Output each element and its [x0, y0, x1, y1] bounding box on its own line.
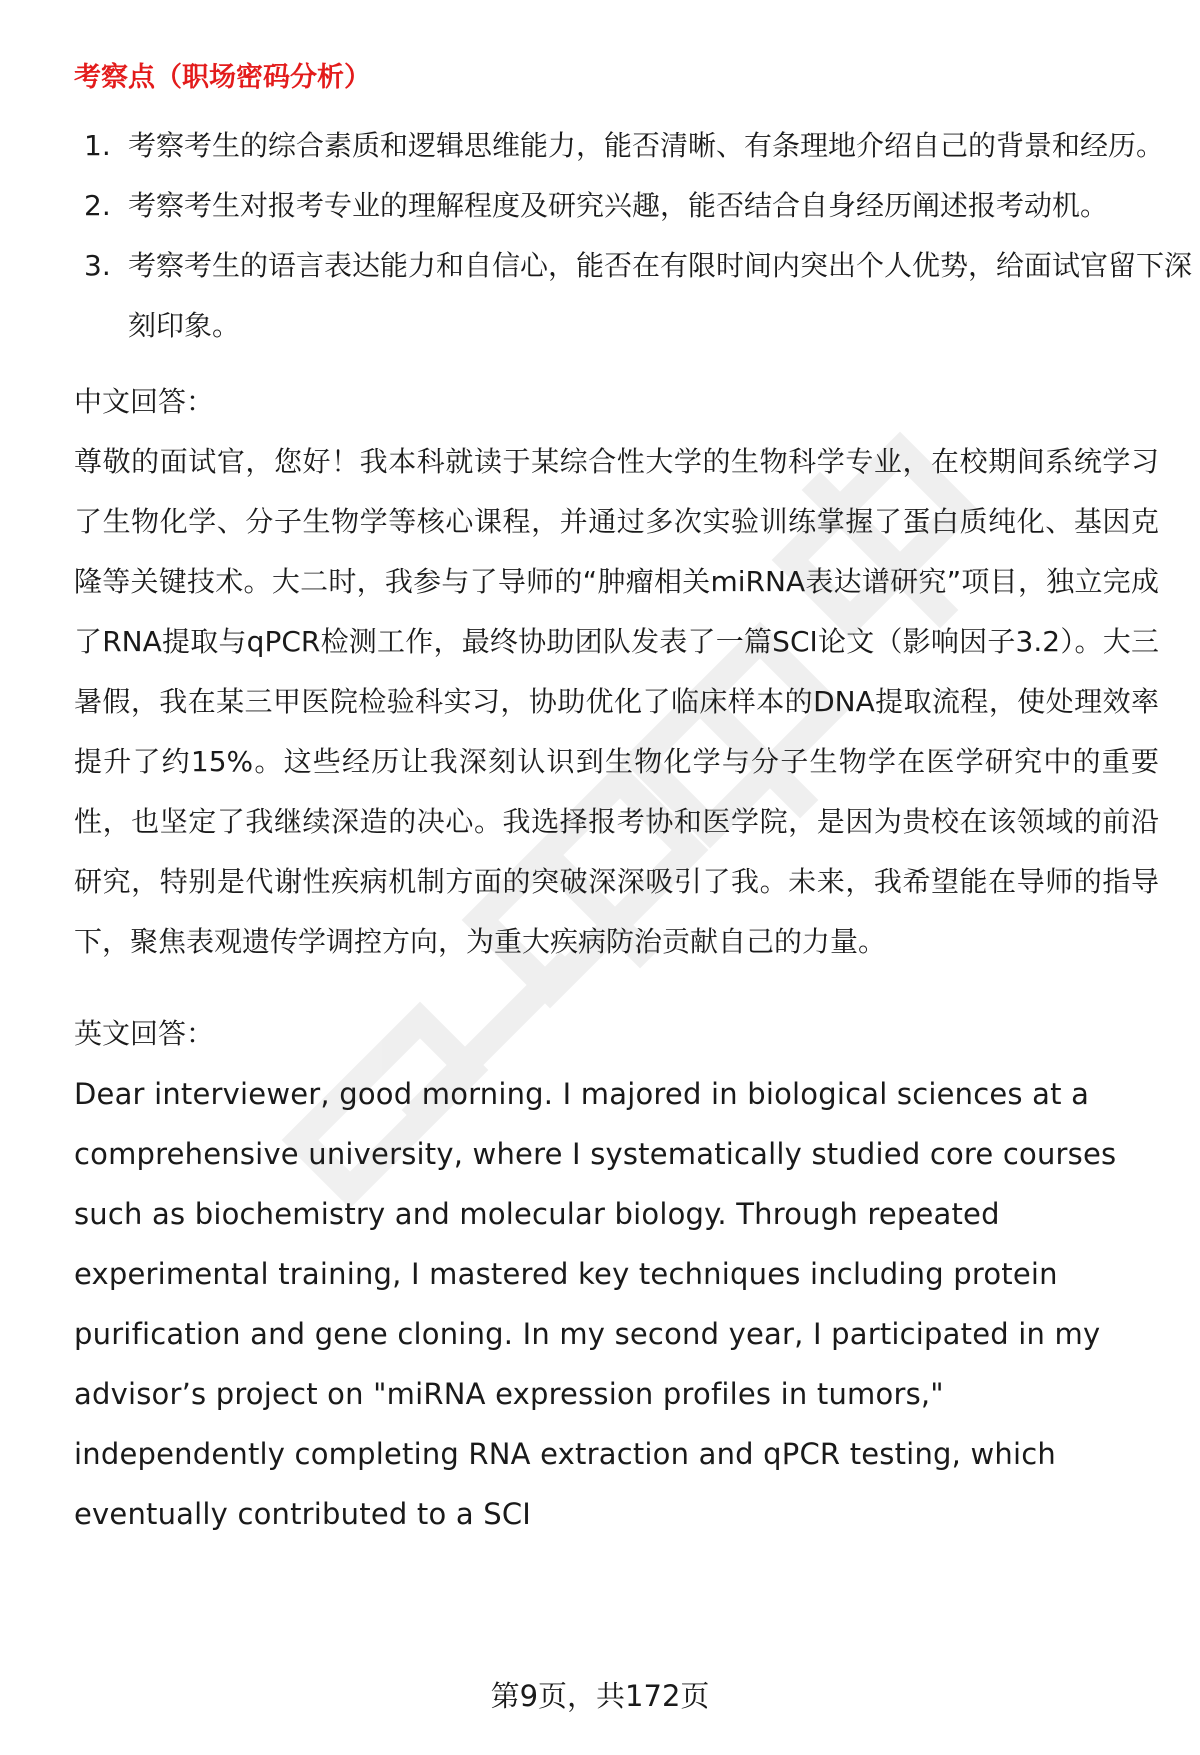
- section-title: 考察点（职场密码分析）: [74, 62, 371, 93]
- english-answer-label: 英文回答：: [74, 1017, 215, 1050]
- list-number: 2.: [84, 189, 111, 222]
- list-item-text: 考察考生的综合素质和逻辑思维能力，能否清晰、有条理地介绍自己的背景和经历。: [128, 129, 1165, 162]
- list-item-text: 考察考生的语言表达能力和自信心，能否在有限时间内突出个人优势，给面试官留下深刻印象。: [128, 249, 1193, 342]
- chinese-answer-body: 尊敬的面试官，您好！我本科就读于某综合性大学的生物科学专业，在校期间系统学习了生物化学、分子生物学等核心课程，并通过多次实验训练掌握了蛋白质纯化、基因克隆等关键技术。大二时，我参与了导师的“肿瘤相关miRNA表达谱研究”项目，独立完成了RNA提取与qPCR检测工作，最终协助团队发表了一篇SCI论文（影响因子3.2）。大三暑假，我在某三甲医院检验科实习，协助优化了临床样本的DNA提取流程，使处理效率提升了约15%。这些经历让我深刻认识到生物化学与分子生物学在医学研究中的重要性，也坚定了我继续深造的决心。我选择报考协和医学院，是因为贵校在该领域的前沿研究，特别是代谢性疾病机制方面的突破深深吸引了我。未来，我希望能在导师的指导下，聚焦表观遗传学调控方向，为重大疾病防治贡献自己的力量。: [74, 445, 1159, 958]
- list-number: 3.: [84, 249, 111, 282]
- list-number: 1.: [84, 129, 111, 162]
- chinese-answer-label: 中文回答：: [74, 385, 215, 418]
- exam-points-list: [74, 116, 1193, 356]
- document-page: [74, 58, 1193, 1544]
- page-number: 第9页，共172页: [490, 1679, 710, 1713]
- list-item: [74, 116, 1198, 176]
- list-item: [74, 236, 1198, 356]
- list-item: [74, 176, 1198, 236]
- english-answer-body: Dear interviewer, good morning. I majored in biological sciences at a comprehensive university, where I systematically studied core courses such as biochemistry and molecular biology. Through repeated experimental training, I mastered key techniques including protein purification and gene cloning. In my second year, I participated in my advisor’s project on "miRNA expression profiles in tumors," independently completing RNA extraction and qPCR testing, which eventually contributed to a SCI: [74, 1077, 1117, 1531]
- list-item-text: 考察考生对报考专业的理解程度及研究兴趣，能否结合自身经历阐述报考动机。: [128, 189, 1109, 222]
